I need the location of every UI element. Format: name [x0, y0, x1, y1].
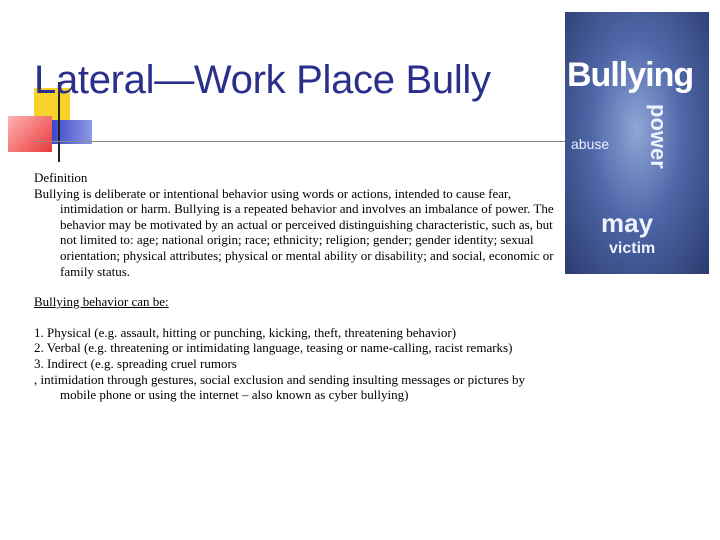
word-cloud-bullying: Bullying: [567, 56, 694, 94]
behavior-item-indirect: 3. Indirect (e.g. spreading cruel rumors: [34, 355, 237, 371]
bullying-word-cloud-image: [565, 12, 709, 274]
decorative-red-square: [8, 116, 52, 152]
word-cloud-power: power: [646, 104, 671, 169]
definition-text: Bullying is deliberate or intentional behavior using words or actions, intended to cause fear, intimidation or harm. Bullying is a repeated behavior and involves an imbalance of power. The behavior may be motivated by an actual or perceived distinguishing characteristic, such as, but not limited to: age; national origin; race; ethnicity; religion; gender; gender identity; sexual orientation; physical attributes; physical or mental ability or disability; and social, economic or family status.: [34, 185, 554, 279]
definition-heading: Definition: [34, 170, 88, 185]
behavior-item-verbal: 2. Verbal (e.g. threatening or intimidating language, teasing or name-calling, racist remarks): [34, 340, 513, 356]
word-cloud-may: may: [601, 208, 654, 238]
slide-title: Lateral—Work Place Bully: [34, 58, 491, 102]
behavior-item-physical: 1. Physical (e.g. assault, hitting or punching, kicking, theft, threatening behavior): [34, 324, 457, 340]
behavior-item-indirect-continued: , intimidation through gestures, social exclusion and sending insulting messages or pictures by mobile phone or using the internet – also known as cyber bullying): [34, 371, 526, 403]
slide-body: [34, 170, 554, 403]
behavior-heading: Bullying behavior can be:: [34, 294, 169, 310]
title-divider-line: [36, 141, 600, 142]
word-cloud-abuse: abuse: [571, 136, 610, 152]
word-cloud-victim: victim: [609, 240, 656, 257]
